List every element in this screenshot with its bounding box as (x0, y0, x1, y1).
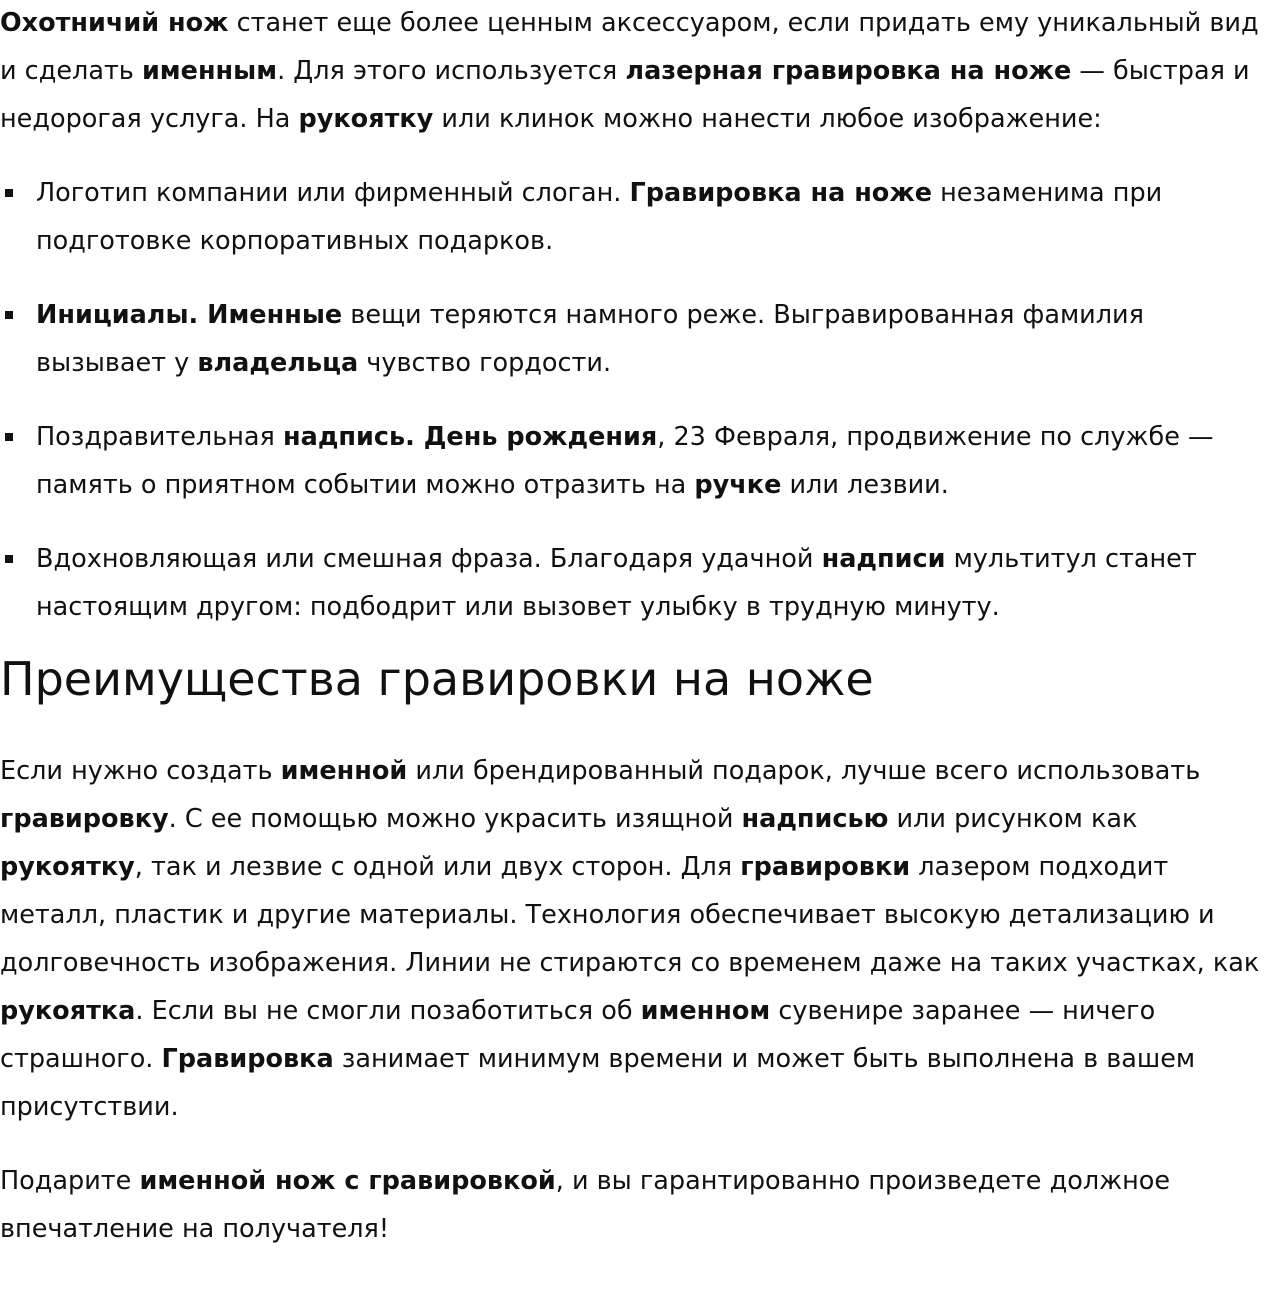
square-bullet-icon (5, 311, 13, 319)
item-segment: владельца (197, 348, 359, 378)
advantages-paragraph (0, 747, 1270, 1131)
para-segment: именной нож с гравировкой (139, 1166, 556, 1196)
para-segment: , так и лезвие с одной или двух сторон. Для (134, 852, 741, 882)
list-item (0, 169, 1270, 265)
feature-list (0, 169, 1270, 631)
intro-paragraph (0, 0, 1270, 143)
intro-segment: или клинок можно нанести любое изображение: (433, 104, 1102, 134)
item-segment: Поздравительная (36, 422, 283, 452)
para-segment: сувенире заранее — ничего страшного. (0, 996, 1156, 1074)
para-segment: занимает минимум времени и может быть выполнена в вашем присутствии. (0, 1044, 1196, 1122)
section-heading: Преимущества гравировки на ноже (0, 652, 874, 706)
item-segment: Вдохновляющая или смешная фраза. Благодаря удачной (36, 544, 822, 574)
intro-segment: Охотничий нож (0, 8, 229, 38)
para-segment: надписью (741, 804, 889, 834)
intro-segment: станет еще более ценным аксессуаром, если придать ему уникальный вид и сделать (0, 8, 1259, 86)
para-segment: гравировку (0, 804, 169, 834)
para-segment: рукоятку (0, 852, 135, 882)
para-segment: Подарите (0, 1166, 140, 1196)
list-item (0, 291, 1270, 387)
para-segment: Гравировка (161, 1044, 334, 1074)
intro-segment: лазерная гравировка на ноже (625, 56, 1072, 86)
para-segment: гравировки (740, 852, 911, 882)
square-bullet-icon (5, 189, 13, 197)
para-segment: или рисунком как (888, 804, 1138, 834)
list-item (0, 535, 1270, 631)
square-bullet-icon (5, 433, 13, 441)
intro-segment: рукоятку (298, 104, 434, 134)
item-segment: незаменима при подготовке корпоративных подарков. (36, 178, 1163, 256)
intro-segment: — быстрая и недорогая услуга. На (0, 56, 1250, 134)
para-segment: . Если вы не смогли позаботиться об (135, 996, 641, 1026)
item-segment: Логотип компании или фирменный слоган. (36, 178, 630, 208)
closing-paragraph (0, 1157, 1270, 1253)
item-segment: вещи теряются намного реже. Выгравированная фамилия вызывает у (36, 300, 1144, 378)
para-segment: Если нужно создать (0, 756, 281, 786)
para-segment: или брендированный подарок, лучше всего использовать (407, 756, 1201, 786)
item-segment: , 23 Февраля, продвижение по службе — память о приятном событии можно отразить на (36, 422, 1214, 500)
list-item (0, 413, 1270, 509)
para-segment: именном (640, 996, 771, 1026)
item-segment: ручке (694, 470, 782, 500)
para-segment: именной (280, 756, 408, 786)
para-segment: , и вы гарантированно произведете должное впечатление на получателя! (0, 1166, 1171, 1244)
item-segment: надпись. День рождения (283, 422, 658, 452)
intro-segment: именным (141, 56, 278, 86)
item-segment: или лезвии. (781, 470, 949, 500)
item-segment: Гравировка на ноже (629, 178, 932, 208)
para-segment: рукоятка (0, 996, 136, 1026)
para-segment: . С ее помощью можно украсить изящной (168, 804, 742, 834)
item-segment: Инициалы. Именные (36, 300, 343, 330)
intro-segment: . Для этого используется (277, 56, 626, 86)
item-segment: мультитул станет настоящим другом: подбодрит или вызовет улыбку в трудную минуту. (36, 544, 1197, 622)
item-segment: чувство гордости. (358, 348, 612, 378)
para-segment: лазером подходит металл, пластик и другие материалы. Технология обеспечивает высокую детализацию и долговечность изображения. Линии не стираются со временем даже на таких участках, как (0, 852, 1260, 978)
item-segment: надписи (821, 544, 946, 574)
square-bullet-icon (5, 555, 13, 563)
